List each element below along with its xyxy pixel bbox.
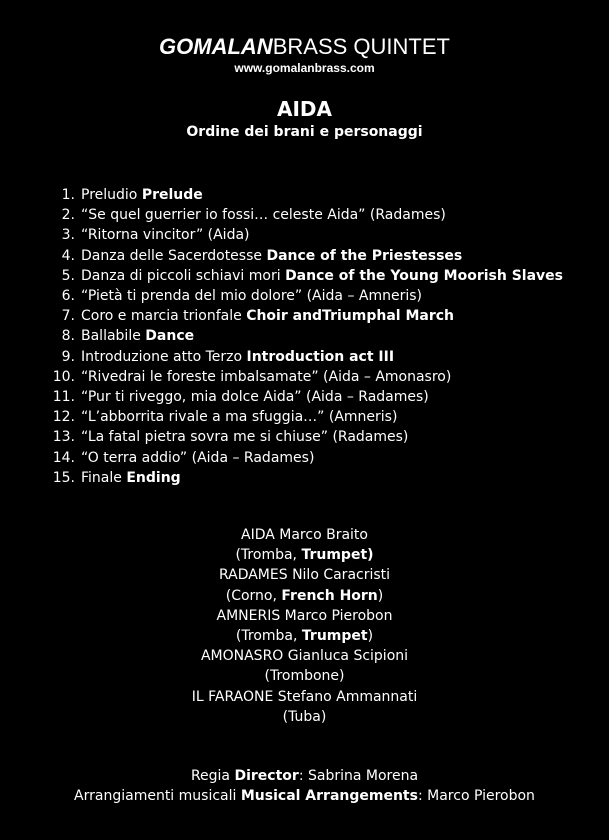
piece-number: 10. xyxy=(52,368,75,385)
piece-title-english: Choir andTriumphal March xyxy=(246,308,454,325)
piece-title-italian: Coro e marcia trionfale xyxy=(81,308,247,325)
piece-title-italian: “Pietà ti prenda del mio dolore” (Aida – Amneris) xyxy=(81,288,422,305)
piece-title-english: Ending xyxy=(126,469,181,486)
credit-role-english: Musical Arrangements xyxy=(240,788,418,805)
credit-role-italian: Regia xyxy=(190,768,235,784)
cast-line xyxy=(0,545,609,565)
cast-line xyxy=(0,525,609,545)
cast-suffix: ) xyxy=(377,587,384,604)
cast-text: AMNERIS Marco Pierobon xyxy=(216,607,393,624)
credit-person: : Marco Pierobon xyxy=(417,788,535,805)
piece-title-italian: Introduzione atto Terzo xyxy=(81,348,247,365)
cast-text: IL FARAONE Stefano Ammannati xyxy=(191,688,418,705)
website-url: www.gomalanbrass.com xyxy=(234,61,375,75)
credit-person: : Sabrina Morena xyxy=(298,768,419,784)
cast-text: (Tuba) xyxy=(282,708,327,725)
piece-number: 6. xyxy=(61,288,75,305)
piece-number: 4. xyxy=(61,247,75,264)
list-item xyxy=(50,347,563,367)
piece-title-english: Dance of the Young Moorish Slaves xyxy=(285,267,564,284)
cast-text: (Tromba, xyxy=(235,628,302,645)
list-item xyxy=(50,306,563,326)
brand-name-bold: GOMALAN xyxy=(159,34,273,59)
cast-text: RADAMES Nilo Caracristi xyxy=(218,567,391,584)
cast-instrument-english: French Horn xyxy=(281,587,378,604)
piece-number: 5. xyxy=(61,267,75,284)
cast-text: (Trombone) xyxy=(264,668,345,685)
piece-title-italian: “Pur ti riveggo, mia dolce Aida” (Aida – Radames) xyxy=(81,389,429,406)
list-item xyxy=(50,367,563,387)
cast-instrument-english: Trumpet xyxy=(301,628,368,645)
opera-subtitle: Ordine dei brani e personaggi xyxy=(186,124,423,140)
cast-line xyxy=(0,626,609,646)
cast-instrument-english: Trumpet) xyxy=(301,547,374,564)
piece-title-italian: Danza delle Sacerdotesse xyxy=(81,247,267,264)
piece-number: 3. xyxy=(61,227,75,244)
cast-list xyxy=(0,525,609,727)
list-item xyxy=(50,225,563,245)
list-item xyxy=(50,246,563,266)
credits xyxy=(0,766,609,806)
list-item xyxy=(50,266,563,286)
piece-title-italian: “L’abborrita rivale a ma sfuggia…” (Amneris) xyxy=(81,409,398,426)
list-item xyxy=(50,387,563,407)
cast-line xyxy=(0,606,609,626)
credit-line xyxy=(0,766,609,786)
list-item xyxy=(50,407,563,427)
piece-title-english: Introduction act III xyxy=(246,348,395,365)
list-item xyxy=(50,427,563,447)
list-item xyxy=(50,286,563,306)
piece-number: 15. xyxy=(52,469,75,486)
piece-number: 12. xyxy=(52,409,75,426)
cast-suffix: ) xyxy=(367,628,374,645)
piece-number: 11. xyxy=(52,389,75,406)
cast-line xyxy=(0,687,609,707)
piece-title-italian: “O terra addio” (Aida – Radames) xyxy=(81,449,315,466)
piece-number: 13. xyxy=(52,429,75,446)
piece-title-italian: “Se quel guerrier io fossi… celeste Aida” (Radames) xyxy=(81,207,446,224)
piece-title-italian: “Rivedrai le foreste imbalsamate” (Aida – Amonasro) xyxy=(81,368,452,385)
piece-title-italian: Preludio xyxy=(81,187,142,203)
cast-line xyxy=(0,646,609,666)
cast-text: AIDA Marco Braito xyxy=(241,527,368,543)
cast-line xyxy=(0,586,609,606)
piece-number: 14. xyxy=(52,449,75,466)
opera-title: AIDA xyxy=(277,97,332,121)
piece-number: 1. xyxy=(61,187,75,203)
list-item xyxy=(50,448,563,468)
cast-text: AMONASRO Gianluca Scipioni xyxy=(200,648,409,665)
brand-name-rest: BRASS QUINTET xyxy=(272,34,450,59)
piece-number: 9. xyxy=(61,348,75,365)
piece-title-italian: Finale xyxy=(81,469,127,486)
pieces-list xyxy=(50,185,563,488)
credit-role-english: Director xyxy=(234,768,299,784)
piece-title-italian: “La fatal pietra sovra me si chiuse” (Radames) xyxy=(81,429,409,446)
cast-line xyxy=(0,565,609,585)
cast-text: (Corno, xyxy=(225,587,282,604)
piece-number: 7. xyxy=(61,308,75,325)
credit-line xyxy=(0,786,609,806)
piece-title-italian: “Ritorna vincitor” (Aida) xyxy=(81,227,250,244)
piece-title-english: Dance xyxy=(145,328,195,345)
list-item xyxy=(50,468,563,488)
credit-role-italian: Arrangiamenti musicali xyxy=(74,788,241,805)
list-item xyxy=(50,205,563,225)
piece-title-italian: Danza di piccoli schiavi mori xyxy=(81,267,286,284)
piece-number: 2. xyxy=(61,207,75,224)
piece-title-italian: Ballabile xyxy=(81,328,146,345)
piece-title-english: Prelude xyxy=(141,187,203,203)
list-item xyxy=(50,185,563,205)
cast-text: (Tromba, xyxy=(235,547,302,564)
list-item xyxy=(50,326,563,346)
piece-number: 8. xyxy=(61,328,75,345)
piece-title-english: Dance of the Priestesses xyxy=(266,247,463,264)
cast-line xyxy=(0,666,609,686)
cast-line xyxy=(0,707,609,727)
brand-title xyxy=(0,34,609,60)
